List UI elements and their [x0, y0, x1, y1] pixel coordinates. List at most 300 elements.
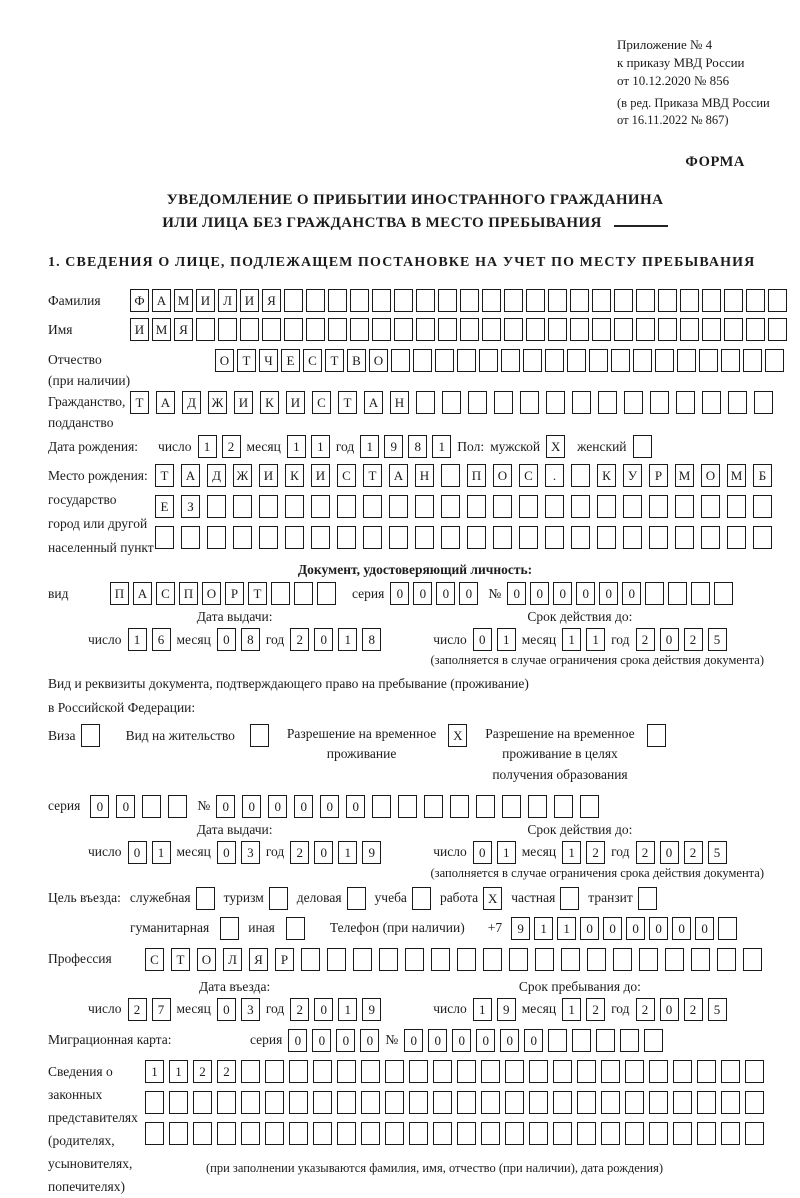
- cell[interactable]: [639, 948, 658, 971]
- cell[interactable]: 0: [90, 795, 109, 818]
- cell[interactable]: [727, 526, 746, 549]
- cell[interactable]: О: [197, 948, 216, 971]
- cell[interactable]: С: [156, 582, 175, 605]
- cell[interactable]: 9: [362, 998, 381, 1021]
- cell[interactable]: 0: [622, 582, 641, 605]
- cell[interactable]: [620, 1029, 639, 1052]
- cell[interactable]: [636, 289, 655, 312]
- cell[interactable]: [526, 289, 545, 312]
- cell[interactable]: [714, 582, 733, 605]
- cell[interactable]: 0: [599, 582, 618, 605]
- cell[interactable]: 1: [338, 841, 357, 864]
- cell[interactable]: [702, 391, 721, 414]
- cell[interactable]: [509, 948, 528, 971]
- cell[interactable]: 2: [222, 435, 241, 458]
- cell[interactable]: [691, 582, 710, 605]
- cell[interactable]: [668, 582, 687, 605]
- cell[interactable]: [526, 318, 545, 341]
- cell[interactable]: [647, 724, 666, 747]
- cell[interactable]: 0: [660, 841, 679, 864]
- cell[interactable]: [394, 289, 413, 312]
- cell[interactable]: О: [701, 464, 720, 487]
- cell[interactable]: [479, 349, 498, 372]
- cell[interactable]: 8: [241, 628, 260, 651]
- cell[interactable]: [548, 318, 567, 341]
- cell[interactable]: 2: [193, 1060, 212, 1083]
- cell[interactable]: 5: [708, 998, 727, 1021]
- cell[interactable]: Я: [262, 289, 281, 312]
- cell[interactable]: 1: [360, 435, 379, 458]
- cell[interactable]: [702, 318, 721, 341]
- cell[interactable]: 2: [636, 628, 655, 651]
- cell[interactable]: [529, 1091, 548, 1114]
- cell[interactable]: А: [152, 289, 171, 312]
- cell[interactable]: 1: [534, 917, 553, 940]
- cell[interactable]: [467, 526, 486, 549]
- cell[interactable]: [721, 1091, 740, 1114]
- cell[interactable]: [433, 1060, 452, 1083]
- cell[interactable]: [385, 1060, 404, 1083]
- cell[interactable]: [265, 1060, 284, 1083]
- cell[interactable]: 0: [672, 917, 691, 940]
- cell[interactable]: [724, 289, 743, 312]
- cell[interactable]: [385, 1091, 404, 1114]
- cell[interactable]: [745, 1060, 764, 1083]
- cell[interactable]: Р: [649, 464, 668, 487]
- cell[interactable]: [289, 1060, 308, 1083]
- cell[interactable]: [457, 1122, 476, 1145]
- cell[interactable]: К: [260, 391, 279, 414]
- cell[interactable]: Н: [415, 464, 434, 487]
- cell[interactable]: 9: [384, 435, 403, 458]
- cell[interactable]: [614, 318, 633, 341]
- cell[interactable]: [675, 526, 694, 549]
- cell[interactable]: 0: [404, 1029, 423, 1052]
- cell[interactable]: [649, 495, 668, 518]
- cell[interactable]: 0: [314, 841, 333, 864]
- cell[interactable]: 0: [217, 628, 236, 651]
- cell[interactable]: 5: [708, 841, 727, 864]
- cell[interactable]: [476, 795, 495, 818]
- cell[interactable]: [457, 948, 476, 971]
- cell[interactable]: [284, 318, 303, 341]
- cell[interactable]: [435, 349, 454, 372]
- cell[interactable]: [721, 1060, 740, 1083]
- cell[interactable]: [389, 495, 408, 518]
- cell[interactable]: [545, 349, 564, 372]
- cell[interactable]: [361, 1060, 380, 1083]
- cell[interactable]: 3: [241, 841, 260, 864]
- cell[interactable]: [441, 464, 460, 487]
- cell[interactable]: [753, 526, 772, 549]
- cell[interactable]: 0: [660, 628, 679, 651]
- cell[interactable]: [460, 289, 479, 312]
- cell[interactable]: [675, 495, 694, 518]
- cell[interactable]: [701, 495, 720, 518]
- cell[interactable]: 0: [507, 582, 526, 605]
- cell[interactable]: [633, 349, 652, 372]
- cell[interactable]: [665, 948, 684, 971]
- cell[interactable]: И: [311, 464, 330, 487]
- cell[interactable]: [548, 289, 567, 312]
- cell[interactable]: [592, 289, 611, 312]
- cell[interactable]: [482, 318, 501, 341]
- cell[interactable]: [217, 1122, 236, 1145]
- cell[interactable]: П: [467, 464, 486, 487]
- cell[interactable]: [196, 887, 215, 910]
- cell[interactable]: Т: [338, 391, 357, 414]
- cell[interactable]: [145, 1091, 164, 1114]
- cell[interactable]: [572, 391, 591, 414]
- cell[interactable]: [391, 349, 410, 372]
- cell[interactable]: [405, 948, 424, 971]
- cell[interactable]: 2: [684, 841, 703, 864]
- cell[interactable]: [592, 318, 611, 341]
- cell[interactable]: [372, 318, 391, 341]
- cell[interactable]: [306, 318, 325, 341]
- cell[interactable]: [285, 526, 304, 549]
- cell[interactable]: 0: [242, 795, 261, 818]
- cell[interactable]: [545, 526, 564, 549]
- cell[interactable]: [567, 349, 586, 372]
- cell[interactable]: [240, 318, 259, 341]
- cell[interactable]: [680, 318, 699, 341]
- cell[interactable]: 0: [473, 841, 492, 864]
- cell[interactable]: [494, 391, 513, 414]
- cell[interactable]: [250, 724, 269, 747]
- cell[interactable]: [207, 495, 226, 518]
- cell[interactable]: 0: [649, 917, 668, 940]
- cell[interactable]: [505, 1122, 524, 1145]
- cell[interactable]: [658, 289, 677, 312]
- cell[interactable]: [649, 1122, 668, 1145]
- cell[interactable]: [505, 1091, 524, 1114]
- cell[interactable]: О: [202, 582, 221, 605]
- cell[interactable]: Т: [363, 464, 382, 487]
- cell[interactable]: [746, 289, 765, 312]
- cell[interactable]: 0: [603, 917, 622, 940]
- cell[interactable]: [676, 391, 695, 414]
- cell[interactable]: М: [727, 464, 746, 487]
- cell[interactable]: И: [286, 391, 305, 414]
- cell[interactable]: [438, 318, 457, 341]
- cell[interactable]: 1: [586, 628, 605, 651]
- cell[interactable]: [372, 289, 391, 312]
- cell[interactable]: [265, 1091, 284, 1114]
- cell[interactable]: 8: [362, 628, 381, 651]
- cell[interactable]: [570, 289, 589, 312]
- cell[interactable]: 1: [562, 998, 581, 1021]
- cell[interactable]: [743, 349, 762, 372]
- cell[interactable]: 0: [116, 795, 135, 818]
- cell[interactable]: [169, 1122, 188, 1145]
- cell[interactable]: [677, 349, 696, 372]
- cell[interactable]: [337, 1122, 356, 1145]
- cell[interactable]: [673, 1060, 692, 1083]
- cell[interactable]: 0: [695, 917, 714, 940]
- cell[interactable]: [561, 948, 580, 971]
- cell[interactable]: [313, 1091, 332, 1114]
- cell[interactable]: [481, 1122, 500, 1145]
- cell[interactable]: [636, 318, 655, 341]
- cell[interactable]: 0: [294, 795, 313, 818]
- cell[interactable]: 1: [432, 435, 451, 458]
- cell[interactable]: 2: [290, 628, 309, 651]
- cell[interactable]: [702, 289, 721, 312]
- cell[interactable]: 0: [524, 1029, 543, 1052]
- cell[interactable]: [768, 289, 787, 312]
- cell[interactable]: [286, 917, 305, 940]
- cell[interactable]: [457, 1091, 476, 1114]
- cell[interactable]: [415, 495, 434, 518]
- cell[interactable]: [347, 887, 366, 910]
- cell[interactable]: 2: [684, 998, 703, 1021]
- cell[interactable]: [754, 391, 773, 414]
- cell[interactable]: [337, 1091, 356, 1114]
- cell[interactable]: Б: [753, 464, 772, 487]
- cell[interactable]: 2: [217, 1060, 236, 1083]
- cell[interactable]: [412, 887, 431, 910]
- cell[interactable]: 1: [473, 998, 492, 1021]
- cell[interactable]: Л: [218, 289, 237, 312]
- cell[interactable]: [577, 1122, 596, 1145]
- cell[interactable]: [482, 289, 501, 312]
- cell[interactable]: [644, 1029, 663, 1052]
- cell[interactable]: [601, 1091, 620, 1114]
- cell[interactable]: [433, 1122, 452, 1145]
- cell[interactable]: [262, 318, 281, 341]
- cell[interactable]: [625, 1060, 644, 1083]
- cell[interactable]: [259, 495, 278, 518]
- cell[interactable]: [328, 289, 347, 312]
- cell[interactable]: 0: [553, 582, 572, 605]
- cell[interactable]: [328, 318, 347, 341]
- cell[interactable]: К: [285, 464, 304, 487]
- cell[interactable]: П: [179, 582, 198, 605]
- cell[interactable]: А: [156, 391, 175, 414]
- cell[interactable]: [587, 948, 606, 971]
- cell[interactable]: [571, 526, 590, 549]
- cell[interactable]: [680, 289, 699, 312]
- cell[interactable]: [361, 1122, 380, 1145]
- cell[interactable]: [265, 1122, 284, 1145]
- cell[interactable]: [483, 948, 502, 971]
- cell[interactable]: [457, 1060, 476, 1083]
- cell[interactable]: Т: [325, 349, 344, 372]
- cell[interactable]: 2: [636, 998, 655, 1021]
- cell[interactable]: 0: [473, 628, 492, 651]
- cell[interactable]: [597, 526, 616, 549]
- cell[interactable]: [233, 526, 252, 549]
- cell[interactable]: З: [181, 495, 200, 518]
- cell[interactable]: [721, 349, 740, 372]
- cell[interactable]: [379, 948, 398, 971]
- cell[interactable]: Т: [155, 464, 174, 487]
- cell[interactable]: [623, 526, 642, 549]
- cell[interactable]: [553, 1091, 572, 1114]
- cell[interactable]: [623, 495, 642, 518]
- cell[interactable]: [649, 1060, 668, 1083]
- cell[interactable]: 0: [530, 582, 549, 605]
- cell[interactable]: [313, 1122, 332, 1145]
- cell[interactable]: [81, 724, 100, 747]
- cell[interactable]: 9: [497, 998, 516, 1021]
- cell[interactable]: [649, 526, 668, 549]
- cell[interactable]: .: [545, 464, 564, 487]
- cell[interactable]: [717, 948, 736, 971]
- cell[interactable]: [504, 318, 523, 341]
- cell[interactable]: 2: [128, 998, 147, 1021]
- cell[interactable]: X: [483, 887, 502, 910]
- cell[interactable]: [337, 1060, 356, 1083]
- cell[interactable]: [350, 318, 369, 341]
- cell[interactable]: 0: [436, 582, 455, 605]
- cell[interactable]: [317, 582, 336, 605]
- cell[interactable]: 0: [216, 795, 235, 818]
- cell[interactable]: О: [369, 349, 388, 372]
- cell[interactable]: Я: [249, 948, 268, 971]
- cell[interactable]: [467, 495, 486, 518]
- cell[interactable]: [193, 1091, 212, 1114]
- cell[interactable]: [289, 1091, 308, 1114]
- cell[interactable]: Р: [225, 582, 244, 605]
- cell[interactable]: 0: [217, 998, 236, 1021]
- cell[interactable]: [697, 1091, 716, 1114]
- cell[interactable]: [546, 391, 565, 414]
- cell[interactable]: [241, 1091, 260, 1114]
- cell[interactable]: [311, 526, 330, 549]
- cell[interactable]: 0: [476, 1029, 495, 1052]
- cell[interactable]: [241, 1122, 260, 1145]
- cell[interactable]: [441, 495, 460, 518]
- cell[interactable]: [416, 391, 435, 414]
- cell[interactable]: 1: [497, 841, 516, 864]
- cell[interactable]: [481, 1091, 500, 1114]
- cell[interactable]: [597, 495, 616, 518]
- cell[interactable]: [431, 948, 450, 971]
- cell[interactable]: Е: [155, 495, 174, 518]
- cell[interactable]: И: [259, 464, 278, 487]
- cell[interactable]: [745, 1122, 764, 1145]
- cell[interactable]: Р: [275, 948, 294, 971]
- cell[interactable]: [450, 795, 469, 818]
- cell[interactable]: [394, 318, 413, 341]
- cell[interactable]: [155, 526, 174, 549]
- cell[interactable]: [233, 495, 252, 518]
- cell[interactable]: С: [303, 349, 322, 372]
- cell[interactable]: [624, 391, 643, 414]
- cell[interactable]: [718, 917, 737, 940]
- cell[interactable]: 1: [338, 628, 357, 651]
- cell[interactable]: [724, 318, 743, 341]
- cell[interactable]: 0: [268, 795, 287, 818]
- cell[interactable]: 1: [152, 841, 171, 864]
- cell[interactable]: 0: [660, 998, 679, 1021]
- cell[interactable]: [413, 349, 432, 372]
- cell[interactable]: Т: [237, 349, 256, 372]
- cell[interactable]: С: [337, 464, 356, 487]
- cell[interactable]: [505, 1060, 524, 1083]
- cell[interactable]: [501, 349, 520, 372]
- cell[interactable]: [241, 1060, 260, 1083]
- cell[interactable]: А: [389, 464, 408, 487]
- cell[interactable]: [746, 318, 765, 341]
- cell[interactable]: [519, 526, 538, 549]
- cell[interactable]: 0: [576, 582, 595, 605]
- cell[interactable]: [442, 391, 461, 414]
- cell[interactable]: Ж: [233, 464, 252, 487]
- cell[interactable]: [691, 948, 710, 971]
- cell[interactable]: [554, 795, 573, 818]
- cell[interactable]: [743, 948, 762, 971]
- cell[interactable]: [519, 495, 538, 518]
- cell[interactable]: [481, 1060, 500, 1083]
- cell[interactable]: [424, 795, 443, 818]
- cell[interactable]: [614, 289, 633, 312]
- cell[interactable]: [596, 1029, 615, 1052]
- cell[interactable]: И: [240, 289, 259, 312]
- cell[interactable]: Н: [390, 391, 409, 414]
- cell[interactable]: [580, 795, 599, 818]
- cell[interactable]: [337, 495, 356, 518]
- cell[interactable]: [196, 318, 215, 341]
- cell[interactable]: М: [675, 464, 694, 487]
- cell[interactable]: [535, 948, 554, 971]
- cell[interactable]: К: [597, 464, 616, 487]
- cell[interactable]: [313, 1060, 332, 1083]
- cell[interactable]: 0: [128, 841, 147, 864]
- cell[interactable]: 0: [314, 628, 333, 651]
- cell[interactable]: 2: [586, 998, 605, 1021]
- cell[interactable]: 1: [198, 435, 217, 458]
- cell[interactable]: 1: [338, 998, 357, 1021]
- cell[interactable]: [701, 526, 720, 549]
- cell[interactable]: [598, 391, 617, 414]
- cell[interactable]: Т: [171, 948, 190, 971]
- cell[interactable]: [645, 582, 664, 605]
- cell[interactable]: 0: [312, 1029, 331, 1052]
- cell[interactable]: 1: [497, 628, 516, 651]
- cell[interactable]: У: [623, 464, 642, 487]
- cell[interactable]: [389, 526, 408, 549]
- cell[interactable]: [529, 1060, 548, 1083]
- cell[interactable]: 0: [459, 582, 478, 605]
- cell[interactable]: [433, 1091, 452, 1114]
- cell[interactable]: [577, 1091, 596, 1114]
- cell[interactable]: 1: [562, 628, 581, 651]
- cell[interactable]: [548, 1029, 567, 1052]
- cell[interactable]: [721, 1122, 740, 1145]
- cell[interactable]: 0: [314, 998, 333, 1021]
- cell[interactable]: Д: [207, 464, 226, 487]
- cell[interactable]: [398, 795, 417, 818]
- cell[interactable]: 0: [413, 582, 432, 605]
- cell[interactable]: [765, 349, 784, 372]
- cell[interactable]: [502, 795, 521, 818]
- cell[interactable]: [571, 495, 590, 518]
- cell[interactable]: 3: [241, 998, 260, 1021]
- cell[interactable]: X: [448, 724, 467, 747]
- cell[interactable]: [493, 526, 512, 549]
- cell[interactable]: 2: [684, 628, 703, 651]
- cell[interactable]: [601, 1122, 620, 1145]
- cell[interactable]: [363, 495, 382, 518]
- cell[interactable]: [168, 795, 187, 818]
- cell[interactable]: [438, 289, 457, 312]
- cell[interactable]: 0: [346, 795, 365, 818]
- cell[interactable]: [220, 917, 239, 940]
- cell[interactable]: В: [347, 349, 366, 372]
